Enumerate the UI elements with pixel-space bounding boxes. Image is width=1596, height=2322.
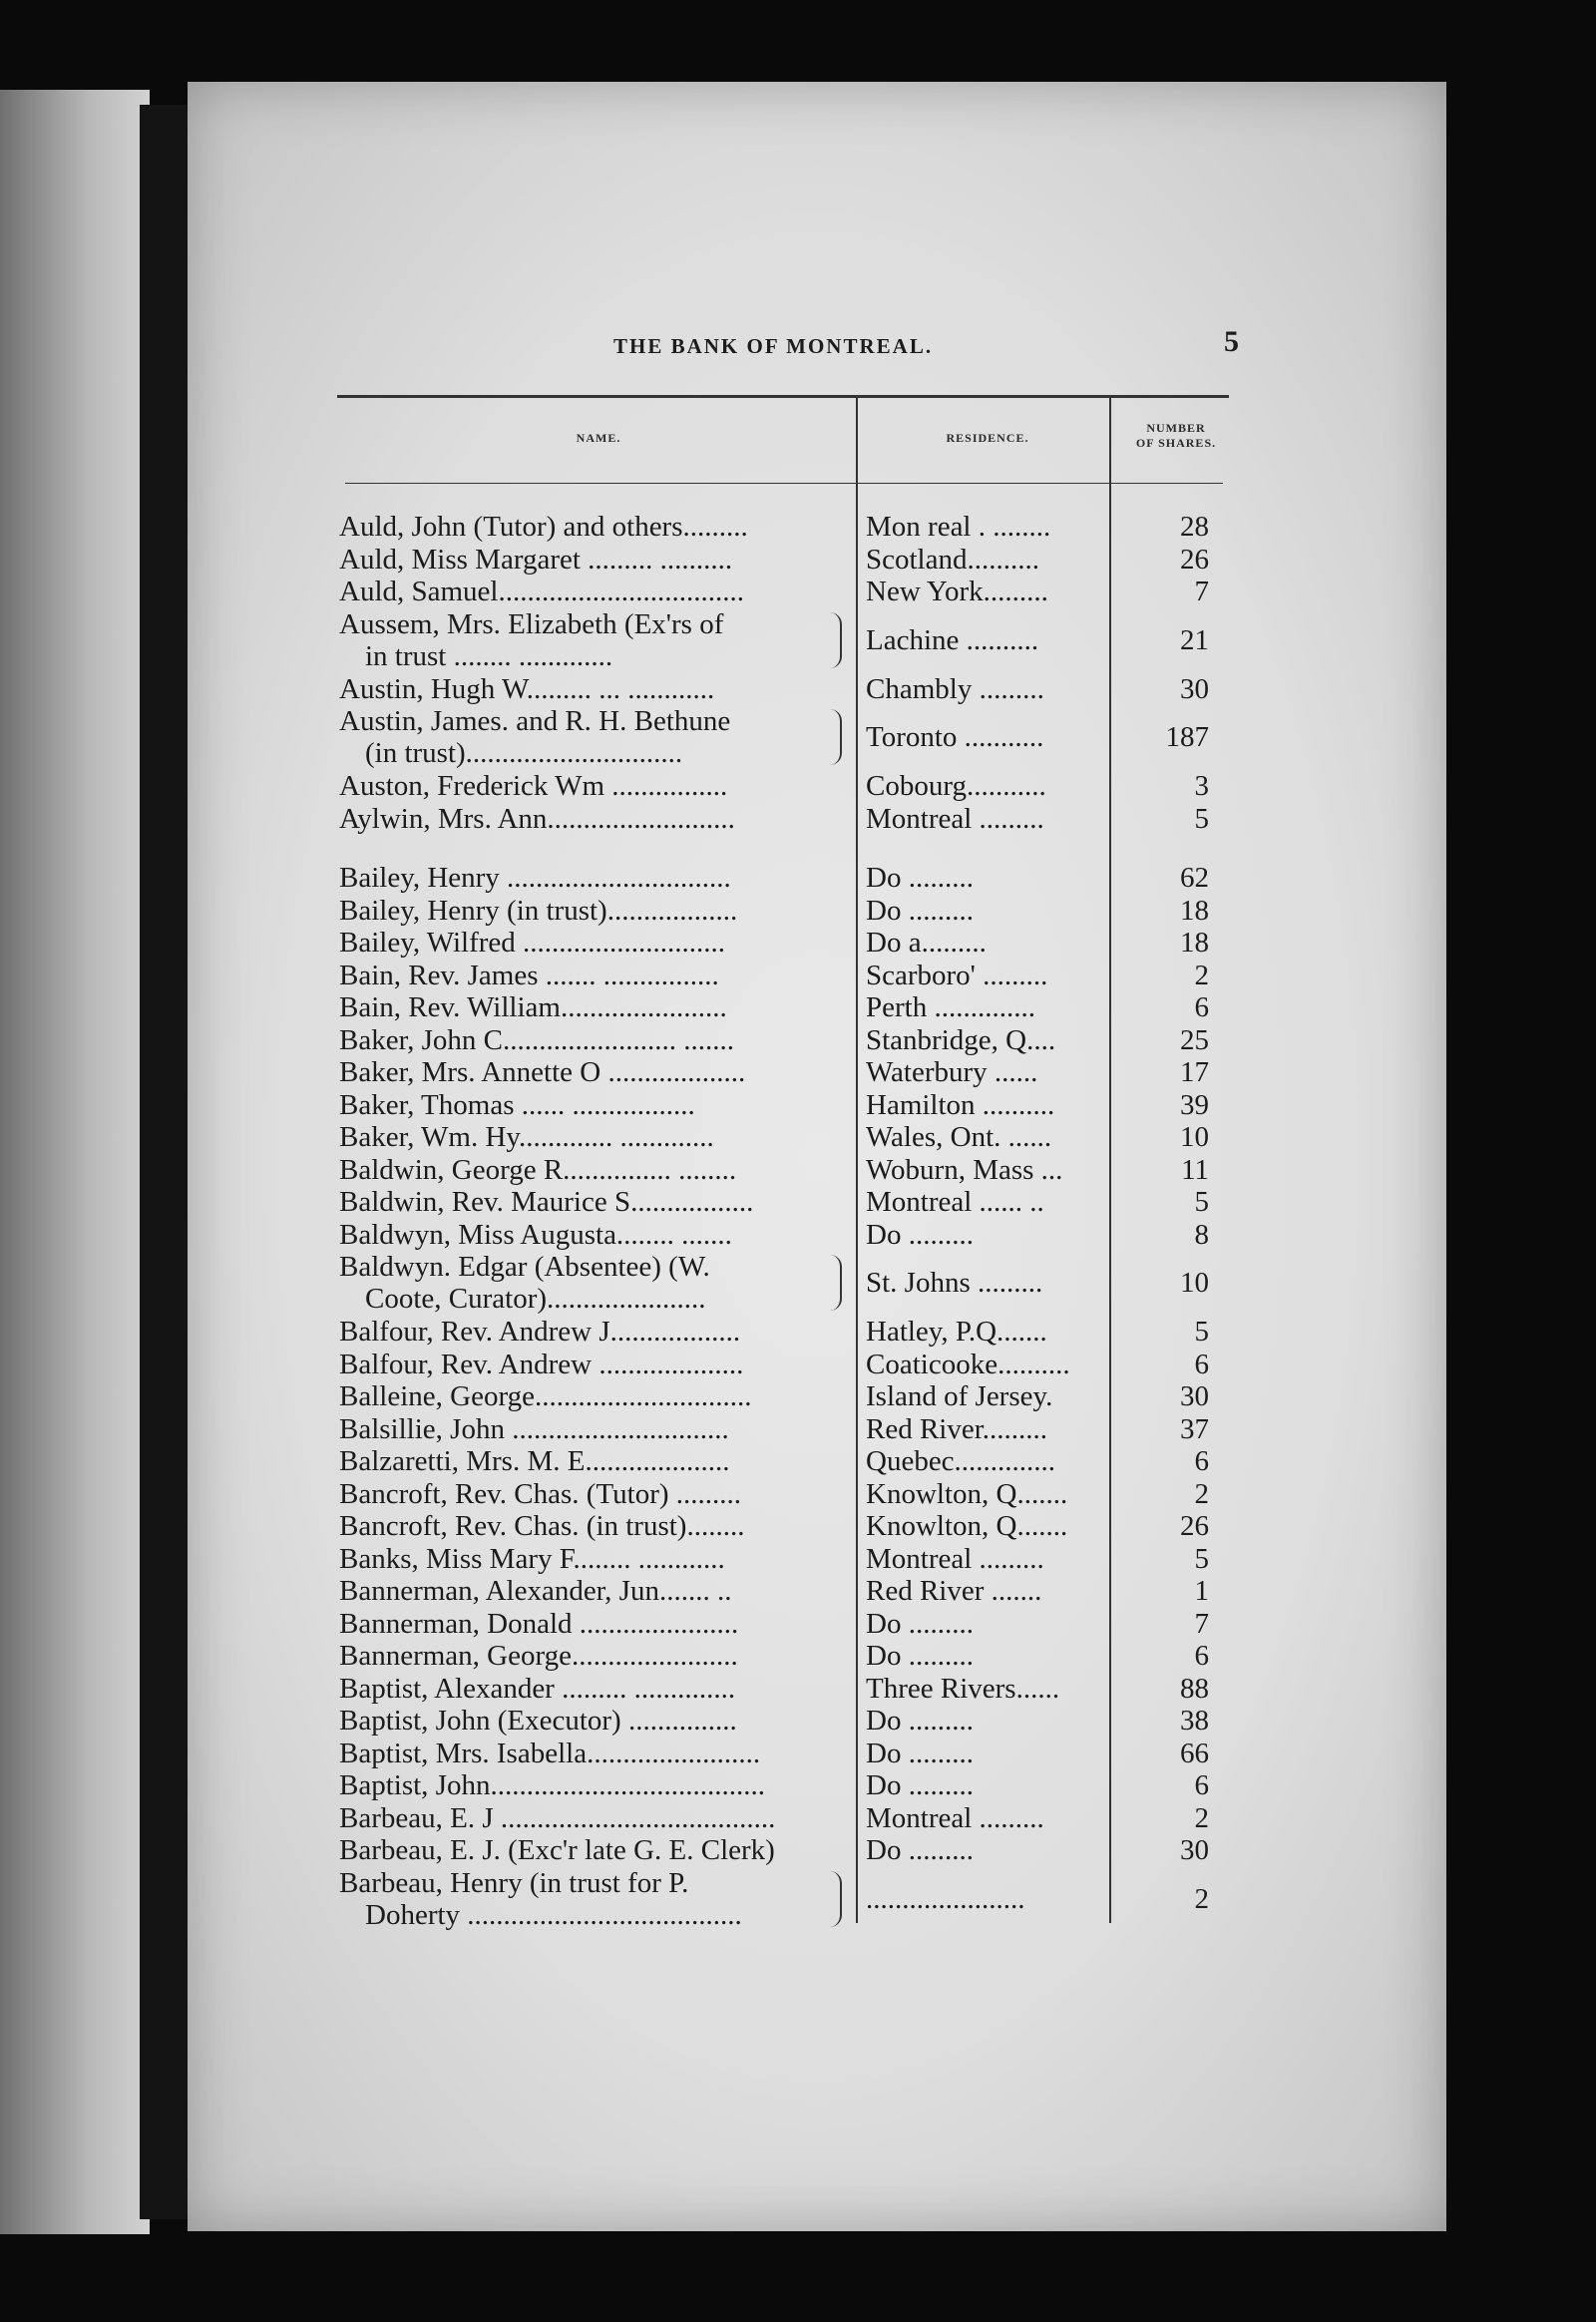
residence: Red River ....... bbox=[866, 1575, 1042, 1607]
residence: Knowlton, Q....... bbox=[866, 1477, 1068, 1510]
shareholder-row bbox=[0, 1543, 1596, 1576]
shareholder-name bbox=[339, 895, 853, 927]
shareholder-row bbox=[0, 803, 1596, 836]
shares: 38 bbox=[1180, 1705, 1209, 1737]
name-line: Baptist, Alexander ......... .............. bbox=[339, 1672, 736, 1705]
shareholder-name bbox=[339, 1705, 853, 1737]
shares: 11 bbox=[1181, 1153, 1209, 1186]
residence: Do ......... bbox=[866, 1737, 974, 1769]
brace bbox=[826, 1871, 842, 1927]
shares: 5 bbox=[1194, 1186, 1209, 1218]
shares: 21 bbox=[1180, 623, 1209, 656]
shareholder-row bbox=[0, 1608, 1596, 1641]
shareholder-name bbox=[339, 1154, 853, 1186]
residence: Quebec.............. bbox=[866, 1445, 1056, 1477]
shareholder-name bbox=[339, 1219, 853, 1251]
shareholder-row bbox=[0, 1673, 1596, 1706]
residence: Mon real . ........ bbox=[866, 511, 1051, 543]
residence: Perth .............. bbox=[866, 991, 1035, 1023]
name-line: Bailey, Henry (in trust).................. bbox=[339, 894, 738, 927]
shareholder-name bbox=[339, 1445, 853, 1477]
shareholder-row bbox=[0, 1640, 1596, 1673]
name-line: Bannerman, Donald ...................... bbox=[339, 1607, 739, 1640]
shares: 6 bbox=[1194, 1348, 1209, 1380]
name-line: Barbeau, Henry (in trust for P. bbox=[339, 1866, 689, 1899]
name-line: Banks, Miss Mary F........ ............ bbox=[339, 1542, 725, 1575]
residence: Wales, Ont. ...... bbox=[866, 1121, 1052, 1153]
shareholder-row bbox=[0, 770, 1596, 803]
shareholder-name bbox=[339, 991, 853, 1023]
name-line: Balzaretti, Mrs. M. E.................... bbox=[339, 1445, 730, 1477]
name-line: Baldwyn. Edgar (Absentee) (W. bbox=[339, 1251, 710, 1283]
shareholder-name bbox=[339, 1769, 853, 1801]
shares: 30 bbox=[1180, 1834, 1209, 1866]
shareholder-row bbox=[0, 862, 1596, 895]
shareholder-row bbox=[0, 1089, 1596, 1122]
shareholder-name bbox=[339, 673, 853, 705]
shareholder-row bbox=[0, 511, 1596, 544]
shares: 18 bbox=[1180, 894, 1209, 927]
shares: 6 bbox=[1194, 1640, 1209, 1672]
residence: Scotland.......... bbox=[866, 543, 1039, 576]
shares: 17 bbox=[1180, 1056, 1209, 1088]
residence: Do ......... bbox=[866, 894, 974, 927]
name-line: Baker, John C........................ ....... bbox=[339, 1023, 734, 1056]
name-line: (in trust).............................. bbox=[365, 737, 683, 769]
shareholder-name bbox=[339, 1510, 853, 1542]
name-line: Coote, Curator)...................... bbox=[365, 1283, 706, 1315]
table-top-rule bbox=[337, 395, 1229, 398]
shares: 2 bbox=[1194, 1882, 1209, 1915]
name-line: Baptist, John...................................... bbox=[339, 1769, 765, 1801]
name-line: in trust ........ ............. bbox=[365, 639, 613, 672]
shareholder-name bbox=[339, 1543, 853, 1575]
residence: Waterbury ...... bbox=[866, 1056, 1038, 1088]
residence: Chambly ......... bbox=[866, 672, 1044, 705]
name-line: Aylwin, Mrs. Ann.......................... bbox=[339, 802, 735, 835]
shareholder-row bbox=[0, 1024, 1596, 1057]
residence: Lachine .......... bbox=[866, 623, 1039, 656]
shareholder-name bbox=[339, 862, 853, 894]
name-line: Balsillie, John .............................. bbox=[339, 1412, 729, 1445]
residence: New York......... bbox=[866, 576, 1048, 607]
shareholder-row bbox=[0, 1738, 1596, 1770]
shareholder-row bbox=[0, 1445, 1596, 1478]
shares: 88 bbox=[1180, 1672, 1209, 1705]
group-separator bbox=[0, 835, 1596, 862]
shares: 26 bbox=[1180, 543, 1209, 576]
residence: Island of Jersey. bbox=[866, 1380, 1053, 1412]
brace bbox=[826, 709, 842, 765]
shareholder-name bbox=[339, 608, 853, 672]
residence: Hamilton .......... bbox=[866, 1088, 1055, 1121]
shares: 3 bbox=[1194, 770, 1209, 802]
shares: 10 bbox=[1180, 1267, 1209, 1299]
residence: St. Johns ......... bbox=[866, 1267, 1043, 1299]
name-line: Auld, John (Tutor) and others......... bbox=[339, 511, 748, 543]
shareholder-name bbox=[339, 803, 853, 835]
name-line: Austin, James. and R. H. Bethune bbox=[339, 705, 731, 737]
shares: 8 bbox=[1194, 1218, 1209, 1251]
column-header-shares bbox=[1115, 421, 1237, 451]
column-header-residence: RESIDENCE. bbox=[946, 431, 1029, 445]
shareholder-row bbox=[0, 1316, 1596, 1349]
name-line: Balfour, Rev. Andrew J.................. bbox=[339, 1316, 741, 1348]
name-line: Balfour, Rev. Andrew .................... bbox=[339, 1348, 744, 1380]
shareholder-row bbox=[0, 1705, 1596, 1738]
name-line: Doherty ...................................... bbox=[365, 1898, 742, 1931]
residence: Three Rivers...... bbox=[866, 1672, 1060, 1705]
shares: 187 bbox=[1165, 721, 1209, 753]
brace bbox=[826, 1255, 842, 1311]
shares: 6 bbox=[1194, 1445, 1209, 1477]
shares: 66 bbox=[1180, 1737, 1209, 1769]
shareholder-name bbox=[339, 1024, 853, 1056]
residence: Scarboro' ......... bbox=[866, 959, 1048, 991]
shareholder-row bbox=[0, 1121, 1596, 1154]
shareholder-name bbox=[339, 511, 853, 543]
shares: 28 bbox=[1180, 511, 1209, 543]
shareholder-row bbox=[0, 1769, 1596, 1802]
shareholder-row bbox=[0, 673, 1596, 706]
shareholder-row bbox=[0, 1219, 1596, 1252]
shareholder-name bbox=[339, 1056, 853, 1088]
shareholder-name bbox=[339, 770, 853, 802]
residence: Toronto ........... bbox=[866, 721, 1044, 753]
shares: 5 bbox=[1194, 802, 1209, 835]
name-line: Baker, Thomas ...... ................. bbox=[339, 1088, 695, 1121]
name-line: Bannerman, Alexander, Jun....... .. bbox=[339, 1575, 732, 1607]
name-line: Auston, Frederick Wm ................ bbox=[339, 770, 728, 802]
residence: Montreal ......... bbox=[866, 1542, 1044, 1575]
shares: 10 bbox=[1180, 1121, 1209, 1153]
shares: 5 bbox=[1194, 1542, 1209, 1575]
shareholder-name bbox=[339, 1413, 853, 1445]
shareholder-row bbox=[0, 705, 1596, 770]
residence: Hatley, P.Q....... bbox=[866, 1316, 1047, 1348]
shareholder-row bbox=[0, 1575, 1596, 1608]
shareholder-name bbox=[339, 927, 853, 959]
name-line: Barbeau, E. J. (Exc'r late G. E. Clerk) bbox=[339, 1834, 775, 1866]
shareholder-name bbox=[339, 1802, 853, 1834]
shares: 30 bbox=[1180, 672, 1209, 705]
residence: Cobourg........... bbox=[866, 770, 1046, 802]
shareholder-name bbox=[339, 1121, 853, 1153]
shareholder-name bbox=[339, 1834, 853, 1866]
residence: Stanbridge, Q.... bbox=[866, 1023, 1056, 1056]
shares: 6 bbox=[1194, 991, 1209, 1023]
shareholder-row bbox=[0, 1834, 1596, 1867]
shares: 7 bbox=[1194, 576, 1209, 607]
shareholder-row bbox=[0, 1478, 1596, 1511]
shares: 2 bbox=[1194, 959, 1209, 991]
shareholder-row bbox=[0, 1349, 1596, 1381]
residence: Do ......... bbox=[866, 862, 974, 894]
name-line: Aussem, Mrs. Elizabeth (Ex'rs of bbox=[339, 607, 724, 640]
shares: 2 bbox=[1194, 1801, 1209, 1834]
shareholder-row bbox=[0, 1867, 1596, 1932]
shares: 2 bbox=[1194, 1477, 1209, 1510]
column-header-shares-line2: OF SHARES. bbox=[1135, 436, 1217, 450]
shareholder-name bbox=[339, 1640, 853, 1672]
shareholder-name bbox=[339, 576, 853, 607]
shareholder-name bbox=[339, 544, 853, 576]
shareholder-name bbox=[339, 1186, 853, 1218]
name-line: Baker, Wm. Hy............. ............. bbox=[339, 1121, 714, 1153]
shares: 62 bbox=[1180, 862, 1209, 894]
shares: 7 bbox=[1194, 1607, 1209, 1640]
name-line: Baldwin, Rev. Maurice S................. bbox=[339, 1186, 754, 1218]
name-line: Bain, Rev. William....................... bbox=[339, 991, 727, 1023]
shareholder-row bbox=[0, 895, 1596, 928]
header-bottom-rule bbox=[345, 483, 1223, 484]
shares: 5 bbox=[1194, 1316, 1209, 1348]
name-line: Auld, Samuel.................................. bbox=[339, 576, 744, 607]
shareholder-row bbox=[0, 608, 1596, 673]
shareholder-list bbox=[0, 511, 1596, 1932]
shareholder-name bbox=[339, 1251, 853, 1315]
shares: 18 bbox=[1180, 927, 1209, 959]
residence: Do a......... bbox=[866, 927, 987, 959]
column-header-shares-line1: NUMBER bbox=[1146, 421, 1206, 435]
residence: Knowlton, Q....... bbox=[866, 1510, 1068, 1542]
shareholder-row bbox=[0, 544, 1596, 577]
name-line: Balleine, George.............................. bbox=[339, 1380, 752, 1412]
name-line: Bailey, Wilfred ............................ bbox=[339, 927, 726, 959]
shareholder-name bbox=[339, 1738, 853, 1769]
name-line: Baldwyn, Miss Augusta........ ....... bbox=[339, 1218, 732, 1251]
shareholder-name bbox=[339, 1673, 853, 1705]
residence: Do ......... bbox=[866, 1705, 974, 1737]
shareholder-row bbox=[0, 1380, 1596, 1413]
shares: 39 bbox=[1180, 1088, 1209, 1121]
running-title: THE BANK OF MONTREAL. bbox=[613, 334, 934, 358]
shareholder-row bbox=[0, 1802, 1596, 1835]
name-line: Bailey, Henry ............................... bbox=[339, 862, 731, 894]
shareholder-name bbox=[339, 1608, 853, 1640]
shareholder-name bbox=[339, 1478, 853, 1510]
name-line: Barbeau, E. J ...................................... bbox=[339, 1801, 776, 1834]
shareholder-row bbox=[0, 576, 1596, 608]
residence: Do ......... bbox=[866, 1640, 974, 1672]
residence: Red River......... bbox=[866, 1412, 1048, 1445]
residence: Do ......... bbox=[866, 1769, 974, 1801]
shareholder-name bbox=[339, 705, 853, 769]
residence: Do ......... bbox=[866, 1607, 974, 1640]
shareholder-row bbox=[0, 927, 1596, 960]
shareholder-name bbox=[339, 1089, 853, 1121]
column-header-name: NAME. bbox=[576, 431, 621, 445]
name-line: Baptist, John (Executor) ............... bbox=[339, 1705, 737, 1737]
residence: Woburn, Mass ... bbox=[866, 1153, 1063, 1186]
name-line: Baptist, Mrs. Isabella........................ bbox=[339, 1737, 761, 1769]
shares: 25 bbox=[1180, 1023, 1209, 1056]
shares: 30 bbox=[1180, 1380, 1209, 1412]
shareholder-row bbox=[0, 1186, 1596, 1219]
name-line: Bannerman, George....................... bbox=[339, 1640, 738, 1672]
residence: ...................... bbox=[866, 1882, 1025, 1915]
shareholder-name bbox=[339, 1575, 853, 1607]
shareholder-name bbox=[339, 1349, 853, 1380]
name-line: Bancroft, Rev. Chas. (in trust)........ bbox=[339, 1510, 745, 1542]
name-line: Austin, Hugh W......... ... ............ bbox=[339, 672, 715, 705]
name-line: Baker, Mrs. Annette O ................... bbox=[339, 1056, 746, 1088]
shareholder-name bbox=[339, 1867, 853, 1931]
shareholder-row bbox=[0, 1056, 1596, 1089]
residence: Montreal ......... bbox=[866, 802, 1044, 835]
name-line: Bain, Rev. James ....... ................ bbox=[339, 959, 719, 991]
name-line: Auld, Miss Margaret ......... .......... bbox=[339, 543, 733, 576]
residence: Do ......... bbox=[866, 1218, 974, 1251]
shareholder-name bbox=[339, 960, 853, 991]
shares: 1 bbox=[1194, 1575, 1209, 1607]
page-number: 5 bbox=[1224, 325, 1239, 358]
shares: 26 bbox=[1180, 1510, 1209, 1542]
brace bbox=[826, 612, 842, 668]
residence: Coaticooke.......... bbox=[866, 1348, 1070, 1380]
shares: 37 bbox=[1180, 1412, 1209, 1445]
shares: 6 bbox=[1194, 1769, 1209, 1801]
residence: Montreal ...... .. bbox=[866, 1186, 1044, 1218]
residence: Do ......... bbox=[866, 1834, 974, 1866]
shareholder-row bbox=[0, 1510, 1596, 1543]
shareholder-row bbox=[0, 991, 1596, 1024]
name-line: Baldwin, George R............... ........ bbox=[339, 1153, 737, 1186]
shareholder-row bbox=[0, 1413, 1596, 1446]
shareholder-name bbox=[339, 1380, 853, 1412]
shareholder-row bbox=[0, 1154, 1596, 1187]
shareholder-row bbox=[0, 1251, 1596, 1316]
shareholder-row bbox=[0, 960, 1596, 992]
name-line: Bancroft, Rev. Chas. (Tutor) ......... bbox=[339, 1477, 742, 1510]
shareholder-name bbox=[339, 1316, 853, 1348]
residence: Montreal ......... bbox=[866, 1801, 1044, 1834]
